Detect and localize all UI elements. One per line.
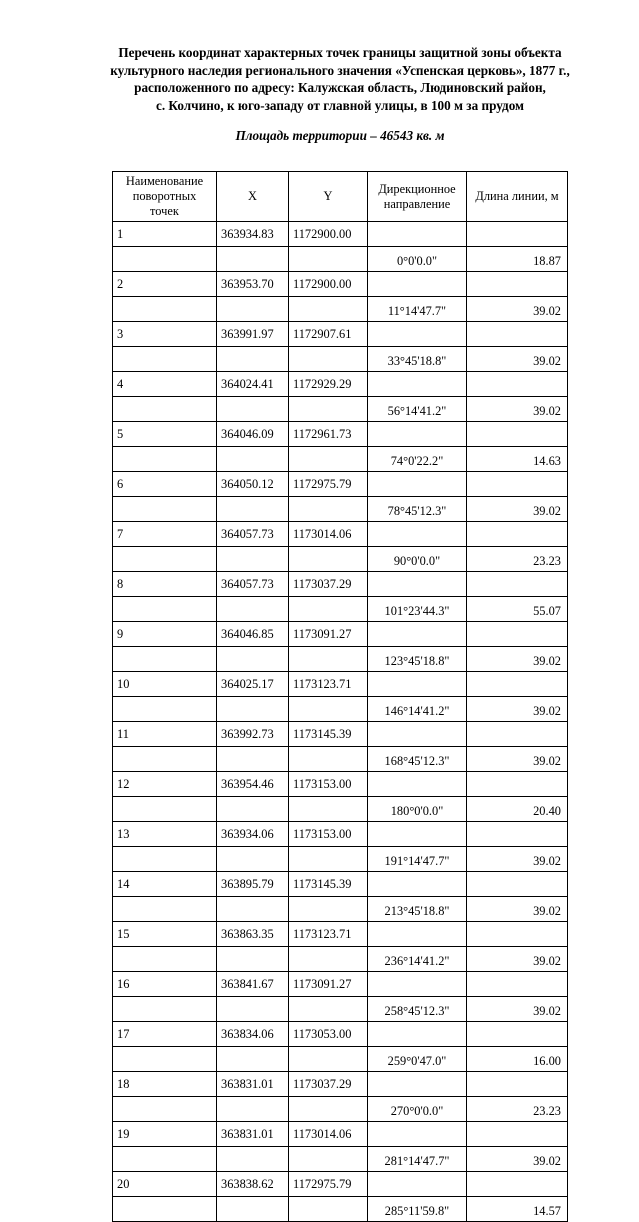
title-line: с. Колчино, к юго-западу от главной улицы, в 100 м за прудом (155, 97, 525, 113)
cell-point-name: 17 (113, 1022, 217, 1047)
cell-direction: 33°45'18.8" (368, 347, 467, 372)
cell-point-name (113, 1147, 217, 1172)
cell-length: 55.07 (467, 597, 568, 622)
point-row (113, 1172, 568, 1197)
cell-point-name: 5 (113, 422, 217, 447)
cell-point-name: 2 (113, 272, 217, 297)
point-row (113, 872, 568, 897)
cell-point-name (113, 997, 217, 1022)
cell-length (467, 422, 568, 447)
cell-x (217, 597, 289, 622)
cell-direction: 101°23'44.3" (368, 597, 467, 622)
cell-direction: 236°14'41.2" (368, 947, 467, 972)
table-header-row (113, 172, 568, 222)
point-row (113, 1122, 568, 1147)
cell-y (289, 497, 368, 522)
point-row (113, 472, 568, 497)
cell-direction (368, 1122, 467, 1147)
cell-x: 363831.01 (217, 1122, 289, 1147)
cell-x (217, 1047, 289, 1072)
title-line: культурного наследия регионального значения «Успенская церковь», 1877 г., (110, 62, 570, 78)
table-body (113, 222, 568, 1222)
cell-length (467, 822, 568, 847)
cell-x: 364025.17 (217, 672, 289, 697)
cell-length: 18.87 (467, 247, 568, 272)
cell-y (289, 1097, 368, 1122)
segment-row (113, 847, 568, 872)
cell-x: 364057.73 (217, 522, 289, 547)
cell-length: 39.02 (467, 347, 568, 372)
cell-point-name (113, 397, 217, 422)
segment-row (113, 297, 568, 322)
cell-length (467, 372, 568, 397)
cell-y: 1173037.29 (289, 1072, 368, 1097)
cell-x: 363953.70 (217, 272, 289, 297)
header-direction: Дирекционное направление (368, 172, 467, 222)
cell-y (289, 1147, 368, 1172)
cell-point-name (113, 847, 217, 872)
cell-x: 364057.73 (217, 572, 289, 597)
cell-point-name: 11 (113, 722, 217, 747)
cell-length (467, 872, 568, 897)
cell-point-name (113, 747, 217, 772)
cell-x: 363841.67 (217, 972, 289, 997)
cell-x: 363838.62 (217, 1172, 289, 1197)
cell-y (289, 347, 368, 372)
cell-length (467, 622, 568, 647)
cell-point-name (113, 947, 217, 972)
point-row (113, 422, 568, 447)
cell-x: 364050.12 (217, 472, 289, 497)
cell-y: 1173014.06 (289, 1122, 368, 1147)
cell-y: 1172975.79 (289, 472, 368, 497)
cell-direction: 168°45'12.3" (368, 747, 467, 772)
cell-length: 23.23 (467, 547, 568, 572)
cell-y: 1173091.27 (289, 972, 368, 997)
cell-direction (368, 1022, 467, 1047)
cell-length: 39.02 (467, 397, 568, 422)
point-row (113, 972, 568, 997)
cell-x (217, 447, 289, 472)
cell-direction: 285°11'59.8" (368, 1197, 467, 1222)
cell-length (467, 272, 568, 297)
cell-y (289, 947, 368, 972)
cell-point-name (113, 547, 217, 572)
cell-point-name: 1 (113, 222, 217, 247)
cell-length: 39.02 (467, 947, 568, 972)
cell-y (289, 847, 368, 872)
cell-direction: 191°14'47.7" (368, 847, 467, 872)
cell-y: 1172907.61 (289, 322, 368, 347)
cell-point-name (113, 297, 217, 322)
cell-y (289, 697, 368, 722)
cell-length (467, 1072, 568, 1097)
cell-length: 39.02 (467, 297, 568, 322)
cell-length (467, 322, 568, 347)
segment-row (113, 897, 568, 922)
cell-y: 1172900.00 (289, 272, 368, 297)
segment-row (113, 347, 568, 372)
point-row (113, 822, 568, 847)
cell-point-name: 7 (113, 522, 217, 547)
header-x: X (217, 172, 289, 222)
cell-x (217, 247, 289, 272)
cell-point-name (113, 897, 217, 922)
segment-row (113, 1197, 568, 1222)
title-line: расположенного по адресу: Калужская область, Людиновский район, (134, 80, 546, 95)
cell-y: 1173153.00 (289, 772, 368, 797)
cell-direction (368, 872, 467, 897)
cell-direction (368, 222, 467, 247)
cell-length (467, 522, 568, 547)
cell-direction: 259°0'47.0" (368, 1047, 467, 1072)
cell-length: 39.02 (467, 697, 568, 722)
cell-point-name: 4 (113, 372, 217, 397)
cell-direction (368, 1072, 467, 1097)
point-row (113, 672, 568, 697)
cell-direction (368, 422, 467, 447)
cell-point-name: 10 (113, 672, 217, 697)
segment-row (113, 1147, 568, 1172)
cell-y: 1172929.29 (289, 372, 368, 397)
cell-point-name: 15 (113, 922, 217, 947)
cell-length: 39.02 (467, 1147, 568, 1172)
cell-y (289, 247, 368, 272)
cell-x: 363992.73 (217, 722, 289, 747)
cell-y (289, 397, 368, 422)
cell-point-name: 19 (113, 1122, 217, 1147)
cell-x (217, 1097, 289, 1122)
segment-row (113, 597, 568, 622)
point-row (113, 1022, 568, 1047)
segment-row (113, 1047, 568, 1072)
cell-point-name (113, 447, 217, 472)
cell-x (217, 697, 289, 722)
cell-length (467, 1022, 568, 1047)
cell-x: 364046.85 (217, 622, 289, 647)
cell-point-name (113, 647, 217, 672)
cell-x: 363954.46 (217, 772, 289, 797)
cell-length (467, 722, 568, 747)
cell-x: 364024.41 (217, 372, 289, 397)
cell-direction (368, 272, 467, 297)
cell-y: 1173145.39 (289, 872, 368, 897)
cell-y: 1173123.71 (289, 922, 368, 947)
cell-x: 363863.35 (217, 922, 289, 947)
cell-y (289, 447, 368, 472)
cell-direction (368, 372, 467, 397)
cell-y (289, 797, 368, 822)
cell-point-name (113, 1197, 217, 1222)
cell-point-name (113, 1047, 217, 1072)
cell-direction (368, 722, 467, 747)
segment-row (113, 447, 568, 472)
cell-direction: 0°0'0.0" (368, 247, 467, 272)
cell-length (467, 222, 568, 247)
cell-x (217, 647, 289, 672)
cell-direction (368, 972, 467, 997)
point-row (113, 722, 568, 747)
segment-row (113, 697, 568, 722)
cell-point-name (113, 497, 217, 522)
cell-point-name: 8 (113, 572, 217, 597)
cell-direction: 258°45'12.3" (368, 997, 467, 1022)
cell-point-name: 13 (113, 822, 217, 847)
territory-area: Площадь территории – 46543 кв. м (235, 128, 445, 143)
cell-point-name (113, 797, 217, 822)
cell-direction: 213°45'18.8" (368, 897, 467, 922)
segment-row (113, 497, 568, 522)
cell-direction (368, 672, 467, 697)
cell-x (217, 1147, 289, 1172)
cell-length: 16.00 (467, 1047, 568, 1072)
point-row (113, 622, 568, 647)
cell-y (289, 547, 368, 572)
cell-point-name (113, 597, 217, 622)
cell-x: 363991.97 (217, 322, 289, 347)
segment-row (113, 747, 568, 772)
cell-length: 39.02 (467, 747, 568, 772)
cell-x: 363831.01 (217, 1072, 289, 1097)
cell-direction (368, 822, 467, 847)
cell-length: 39.02 (467, 897, 568, 922)
cell-direction: 180°0'0.0" (368, 797, 467, 822)
cell-direction: 281°14'47.7" (368, 1147, 467, 1172)
cell-x (217, 897, 289, 922)
cell-y (289, 897, 368, 922)
cell-direction (368, 522, 467, 547)
cell-direction (368, 322, 467, 347)
cell-direction (368, 1172, 467, 1197)
cell-x (217, 947, 289, 972)
cell-point-name: 6 (113, 472, 217, 497)
coordinates-table (112, 171, 568, 1222)
title-line: Перечень координат характерных точек границы защитной зоны объекта (118, 45, 562, 60)
cell-point-name: 14 (113, 872, 217, 897)
cell-x (217, 797, 289, 822)
cell-length: 39.02 (467, 847, 568, 872)
cell-y: 1173037.29 (289, 572, 368, 597)
cell-x (217, 847, 289, 872)
cell-x: 363834.06 (217, 1022, 289, 1047)
cell-point-name (113, 247, 217, 272)
cell-direction (368, 572, 467, 597)
cell-x: 363934.06 (217, 822, 289, 847)
cell-y (289, 1197, 368, 1222)
header-y: Y (289, 172, 368, 222)
cell-y: 1172900.00 (289, 222, 368, 247)
cell-y: 1173053.00 (289, 1022, 368, 1047)
segment-row (113, 397, 568, 422)
cell-y (289, 747, 368, 772)
cell-y (289, 647, 368, 672)
cell-direction: 74°0'22.2" (368, 447, 467, 472)
cell-y: 1173153.00 (289, 822, 368, 847)
segment-row (113, 1097, 568, 1122)
cell-length (467, 1172, 568, 1197)
segment-row (113, 547, 568, 572)
cell-direction (368, 472, 467, 497)
cell-direction: 270°0'0.0" (368, 1097, 467, 1122)
cell-length: 14.57 (467, 1197, 568, 1222)
cell-y: 1173091.27 (289, 622, 368, 647)
cell-direction (368, 922, 467, 947)
cell-direction: 90°0'0.0" (368, 547, 467, 572)
point-row (113, 322, 568, 347)
point-row (113, 272, 568, 297)
cell-x (217, 297, 289, 322)
header-point-name: Наименование поворотных точек (113, 172, 217, 222)
cell-point-name: 3 (113, 322, 217, 347)
segment-row (113, 947, 568, 972)
cell-x (217, 747, 289, 772)
segment-row (113, 647, 568, 672)
cell-y: 1173123.71 (289, 672, 368, 697)
cell-point-name (113, 1097, 217, 1122)
cell-length: 20.40 (467, 797, 568, 822)
cell-direction: 56°14'41.2" (368, 397, 467, 422)
cell-x (217, 547, 289, 572)
cell-y (289, 1047, 368, 1072)
cell-length (467, 972, 568, 997)
cell-length: 14.63 (467, 447, 568, 472)
cell-length (467, 672, 568, 697)
cell-point-name (113, 697, 217, 722)
cell-length (467, 472, 568, 497)
cell-length (467, 1122, 568, 1147)
cell-direction: 146°14'41.2" (368, 697, 467, 722)
point-row (113, 1072, 568, 1097)
document-title (60, 44, 620, 114)
cell-length (467, 922, 568, 947)
cell-length (467, 572, 568, 597)
cell-y: 1173145.39 (289, 722, 368, 747)
cell-length (467, 772, 568, 797)
point-row (113, 372, 568, 397)
cell-point-name: 20 (113, 1172, 217, 1197)
point-row (113, 922, 568, 947)
point-row (113, 522, 568, 547)
segment-row (113, 797, 568, 822)
segment-row (113, 247, 568, 272)
cell-direction (368, 622, 467, 647)
cell-direction: 11°14'47.7" (368, 297, 467, 322)
cell-y: 1173014.06 (289, 522, 368, 547)
cell-y: 1172961.73 (289, 422, 368, 447)
cell-point-name: 9 (113, 622, 217, 647)
point-row (113, 772, 568, 797)
cell-x: 363934.83 (217, 222, 289, 247)
cell-y (289, 997, 368, 1022)
header-length: Длина линии, м (467, 172, 568, 222)
cell-y (289, 297, 368, 322)
cell-length: 39.02 (467, 997, 568, 1022)
cell-y (289, 597, 368, 622)
cell-point-name: 18 (113, 1072, 217, 1097)
cell-x (217, 1197, 289, 1222)
cell-length: 39.02 (467, 497, 568, 522)
point-row (113, 222, 568, 247)
cell-x (217, 397, 289, 422)
cell-x (217, 347, 289, 372)
cell-point-name: 16 (113, 972, 217, 997)
cell-direction: 123°45'18.8" (368, 647, 467, 672)
segment-row (113, 997, 568, 1022)
cell-length: 39.02 (467, 647, 568, 672)
cell-point-name: 12 (113, 772, 217, 797)
cell-x (217, 497, 289, 522)
cell-x (217, 997, 289, 1022)
cell-direction (368, 772, 467, 797)
cell-x: 363895.79 (217, 872, 289, 897)
cell-point-name (113, 347, 217, 372)
cell-direction: 78°45'12.3" (368, 497, 467, 522)
cell-y: 1172975.79 (289, 1172, 368, 1197)
point-row (113, 572, 568, 597)
cell-length: 23.23 (467, 1097, 568, 1122)
cell-x: 364046.09 (217, 422, 289, 447)
